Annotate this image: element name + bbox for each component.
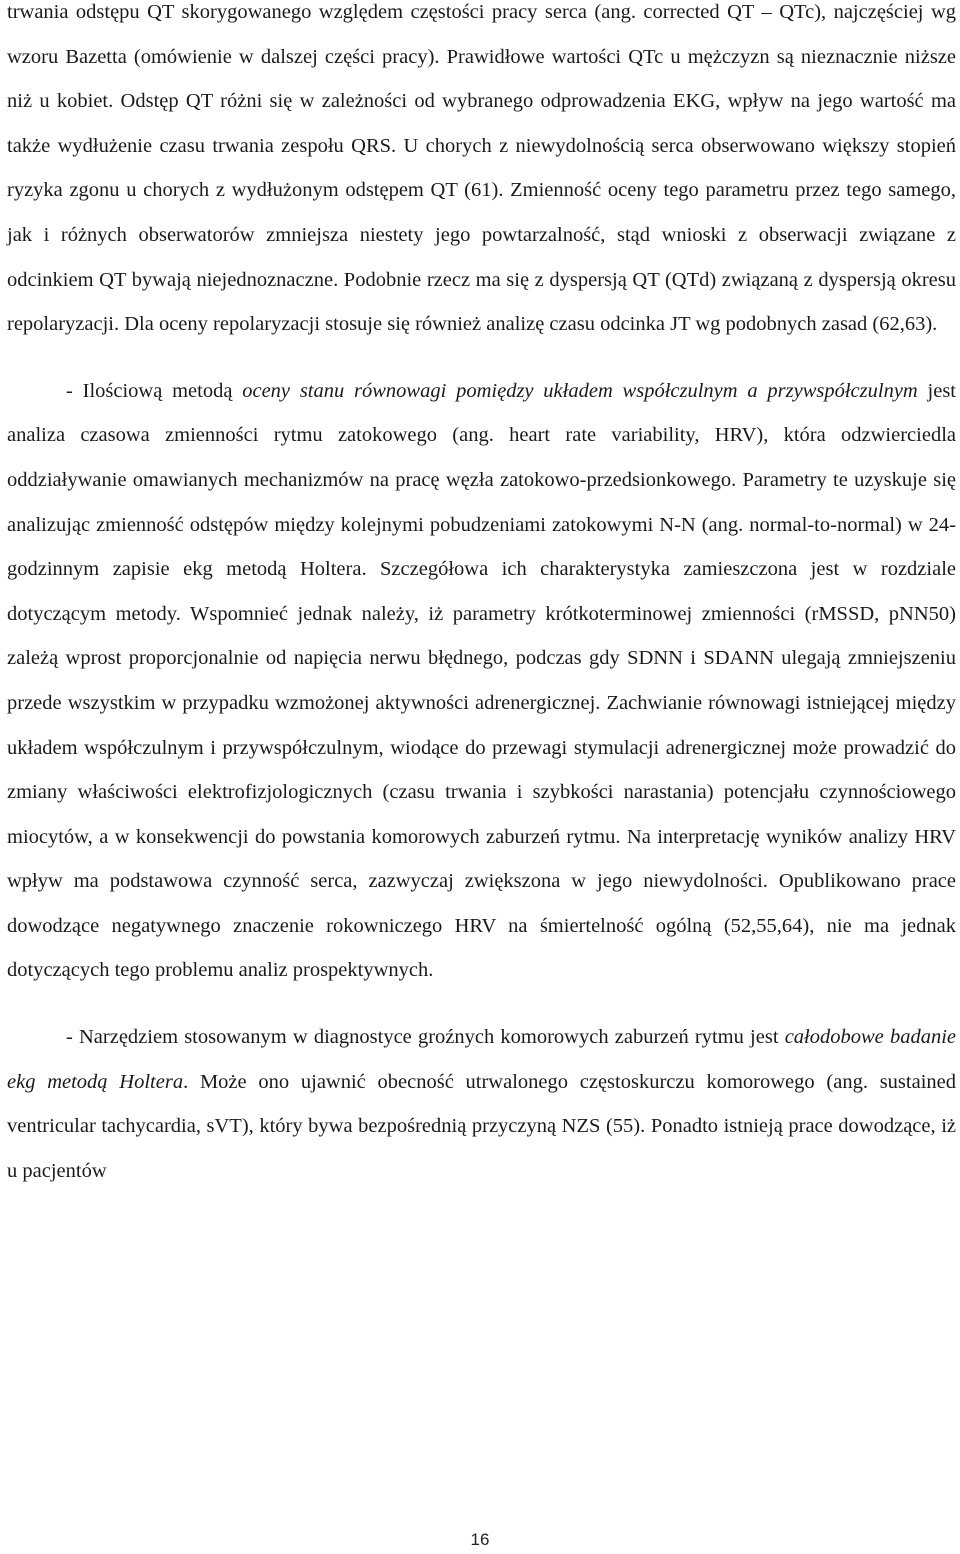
paragraph-hrv-lead: - Ilościową metodą: [66, 379, 243, 402]
paragraph-holter: [7, 1015, 956, 1193]
page-number: 16: [470, 1530, 490, 1549]
paragraph-holter-emphasis: całodobowe badanie ekg metodą Holtera: [7, 1026, 956, 1093]
paragraph-hrv: [7, 369, 956, 993]
paragraph-qt-interval: trwania odstępu QT skorygowanego względem częstości pracy serca (ang. corrected QT – QTc), najczęściej wg wzoru Bazetta (omówienie w dalszej części pracy). Prawidłowe wartości QTc u mężczyzn są nieznacznie niższe niż u kobiet. Odstęp QT różni się w zależności od wybranego odprowadzenia EKG, wpływ na jego wartość ma także wydłużenie czasu trwania zespołu QRS. U chorych z niewydolnością serca obserwowano większy stopień ryzyka zgonu u chorych z wydłużonym odstępem QT (61). Zmienność oceny tego parametru przez tego samego, jak i różnych obserwatorów zmniejsza niestety jego powtarzalność, stąd wnioski z obserwacji związane z odcinkiem QT bywają niejednoznaczne. Podobnie rzecz ma się z dyspersją QT (QTd) związaną z dyspersją okresu repolaryzacji. Dla oceny repolaryzacji stosuje się również analizę czasu odcinka JT wg podobnych zasad (62,63).: [7, 1, 956, 336]
paragraph-hrv-emphasis: oceny stanu równowagi pomiędzy układem współczulnym a przywspółczulnym: [242, 379, 918, 402]
paragraph-holter-rest: . Może ono ujawnić obecność utrwalonego częstoskurczu komorowego (ang. sustained ventricular tachycardia, sVT), który bywa bezpośrednią przyczyną NZS (55). Ponadto istnieją prace dowodzące, iż u pacjentów: [7, 1070, 956, 1182]
document-body: [7, 0, 956, 1193]
paragraph-hrv-rest: jest analiza czasowa zmienności rytmu zatokowego (ang. heart rate variability, HRV), która odzwierciedla oddziaływanie omawianych mechanizmów na pracę węzła zatokowo-przedsionkowego. Parametry te uzyskuje się analizując zmienność odstępów między kolejnymi pobudzeniami zatokowymi N-N (ang. normal-to-normal) w 24-godzinnym zapisie ekg metodą Holtera. Szczegółowa ich charakterystyka zamieszczona jest w rozdziale dotyczącym metody. Wspomnieć jednak należy, iż parametry krótkoterminowej zmienności (rMSSD, pNN50) zależą wprost proporcjonalnie od napięcia nerwu błędnego, podczas gdy SDNN i SDANN ulegają zmniejszeniu przede wszystkim w przypadku wzmożonej aktywności adrenergicznej. Zachwianie równowagi istniejącej między układem współczulnym i przywspółczulnym, wiodące do przewagi stymulacji adrenergicznej może prowadzić do zmiany właściwości elektrofizjologicznych (czasu trwania i szybkości narastania) potencjału czynnościowego miocytów, a w konsekwencji do powstania komorowych zaburzeń rytmu. Na interpretację wyników analizy HRV wpływ ma podstawowa czynność serca, zazwyczaj zwiększona w jego niewydolności. Opublikowano prace dowodzące negatywnego znaczenie rokowniczego HRV na śmiertelność ogólną (52,55,64), nie ma jednak dotyczących tego problemu analiz prospektywnych.: [7, 379, 956, 982]
paragraph-holter-lead: - Narzędziem stosowanym w diagnostyce groźnych komorowych zaburzeń rytmu jest: [66, 1026, 785, 1049]
